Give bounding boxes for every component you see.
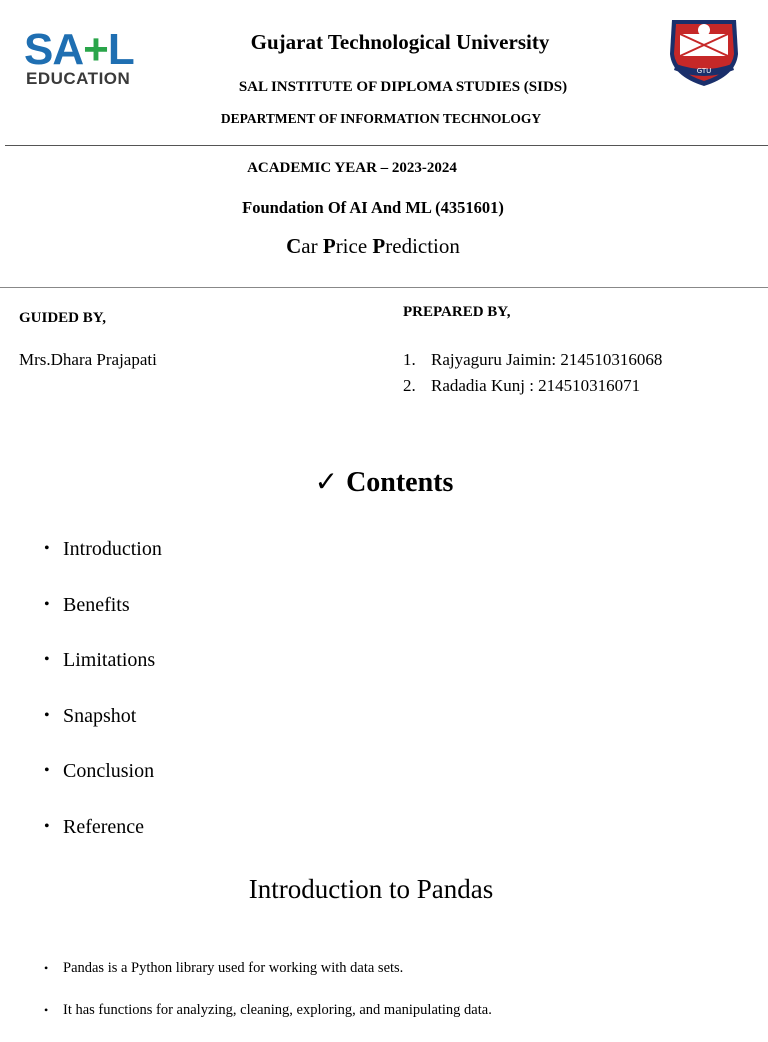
list-item: • Benefits [44,592,162,648]
bullet-icon: • [44,706,50,724]
list-item: • Conclusion [44,758,162,814]
subject-title: Foundation Of AI And ML (4351601) [242,198,504,217]
department-name: DEPARTMENT OF INFORMATION TECHNOLOGY [220,111,542,126]
list-item: • Reference [44,814,162,870]
list-item: • Limitations [44,647,162,703]
sal-logo-subtitle: EDUCATION [26,69,131,88]
bullet-icon: • [44,817,50,835]
team-member: 2. Radadia Kunj : 214510316071 [403,376,641,395]
header-divider [5,145,768,146]
team-member: 1. Rajyaguru Jaimin: 214510316068 [403,350,663,369]
guided-by-heading: GUIDED BY, [19,310,106,326]
contents-heading: ✓ Contents [314,467,454,498]
prepared-by-heading: PREPARED BY, [403,304,511,320]
guide-name: Mrs.Dhara Prajapati [19,350,157,369]
contents-list [44,536,162,870]
title-divider [0,287,768,288]
list-item: • Pandas is a Python library used for working with data sets. [44,958,492,1000]
list-item: • Introduction [44,536,162,592]
university-name: Gujarat Technological University [250,30,550,54]
bullet-icon: • [44,540,50,557]
academic-year: ACADEMIC YEAR – 2023-2024 [247,160,457,176]
crest-lettering: GTU [696,67,712,75]
list-item: • It has functions for analyzing, cleaning, exploring, and manipulating data. [44,1000,492,1042]
plus-icon: + [83,25,108,74]
list-item: • Snapshot [44,703,162,759]
bullet-icon: • [44,762,50,780]
team-member-list [403,347,662,399]
introduction-points [44,958,492,1042]
bullet-icon: • [44,961,49,975]
bullet-icon: • [44,651,50,669]
institute-name: SAL INSTITUTE OF DIPLOMA STUDIES (SIDS) [238,79,568,95]
checkmark-icon: ✓ [314,467,339,498]
sal-logo-word: SA+L [24,25,134,74]
bullet-icon: • [44,595,50,613]
bullet-icon: • [44,1003,49,1017]
introduction-heading: Introduction to Pandas [248,874,494,904]
project-title: Car Price Prediction [286,234,460,258]
